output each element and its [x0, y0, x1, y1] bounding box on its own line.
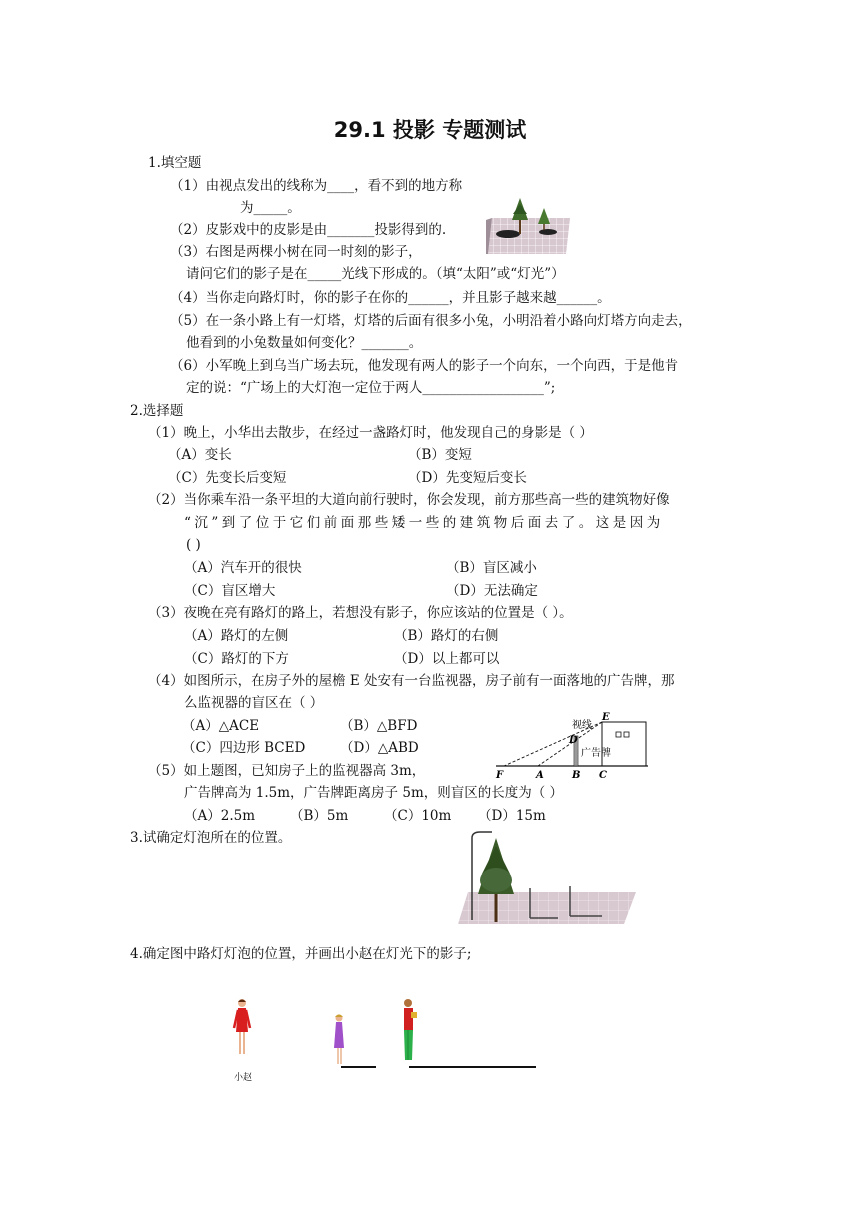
s2-q2-line3: ( ) — [186, 537, 201, 553]
s1-q3-line1: （3）右图是两棵小树在同一时刻的影子， — [170, 244, 422, 260]
s2-q5-line2: 广告牌高为 1.5m，广告牌距离房子 5m，则盲区的长度为（ ） — [184, 785, 564, 801]
monitor-blind-zone-diagram — [492, 710, 660, 782]
s2-q5-option-b: （B）5m — [290, 808, 349, 824]
s2-q1: （1）晚上，小华出去散步，在经过一盏路灯时，他发现自己的身影是（ ） — [148, 425, 593, 441]
s2-q1-option-a: （A）变长 — [168, 447, 232, 463]
s2-q4-option-a: （A）△ACE — [182, 718, 260, 734]
section-3-heading: 3.试确定灯泡所在的位置。 — [130, 830, 292, 846]
girl-purple-figure — [330, 1012, 378, 1070]
s2-q1-option-c: （C）先变长后变短 — [168, 470, 287, 486]
s2-q2-option-a: （A）汽车开的很快 — [184, 560, 302, 576]
s2-q5-option-a: （A）2.5m — [184, 808, 256, 824]
s2-q5-option-d: （D）15m — [478, 808, 546, 824]
diagram-point-e: E — [602, 712, 610, 723]
lamp-tree-poles-figure — [458, 830, 636, 925]
s2-q3: （3）夜晚在亮有路灯的路上，若想没有影子，你应该站的位置是（ ）。 — [148, 605, 573, 621]
s1-q5-line2: 他看到的小兔数量如何变化？_______。 — [186, 335, 423, 351]
s1-q1-line1: （1）由视点发出的线称为____，看不到的地方称 — [170, 178, 463, 194]
section-1-heading: 1.填空题 — [148, 155, 202, 171]
s2-q1-option-b: （B）变短 — [408, 447, 472, 463]
s1-q1-line2: 为_____。 — [240, 200, 301, 216]
s2-q2-option-b: （B）盲区减小 — [446, 560, 537, 576]
s2-q2-option-d: （D）无法确定 — [446, 583, 538, 599]
s2-q3-option-d: （D）以上都可以 — [394, 651, 500, 667]
s2-q3-option-a: （A）路灯的左侧 — [184, 628, 289, 644]
s2-q4-line1: （4）如图所示，在房子外的屋檐 E 处安有一台监视器，房子前有一面落地的广告牌，那 — [148, 673, 675, 689]
s2-q5-option-c: （C）10m — [384, 808, 452, 824]
s1-q3-line2: 请问它们的影子是在_____光线下形成的。（填“太阳”或“灯光”） — [186, 266, 565, 282]
diagram-point-f: F — [496, 770, 504, 781]
s2-q1-option-d: （D）先变短后变长 — [408, 470, 527, 486]
s1-q6-line2: 定的说：“广场上的大灯泡一定位于两人__________________”; — [186, 380, 556, 396]
s2-q2-line2: “沉”到了位于它们前面那些矮一些的建筑物后面去了。这是因为 — [184, 515, 664, 531]
section-2-heading: 2.选择题 — [130, 403, 184, 419]
s2-q4-option-b: （B）△BFD — [340, 718, 418, 734]
man-figure — [400, 996, 538, 1072]
diagram-label-billboard: 广告牌 — [581, 748, 611, 759]
diagram-point-c: C — [599, 770, 607, 781]
s1-q5-line1: （5）在一条小路上有一灯塔，灯塔的后面有很多小兔，小明沿着小路向灯塔方向走去， — [170, 313, 692, 329]
s2-q3-option-b: （B）路灯的右侧 — [394, 628, 499, 644]
s2-q2-option-c: （C）盲区增大 — [184, 583, 276, 599]
diagram-point-b: B — [572, 770, 581, 781]
s2-q4-line2: 么监视器的盲区在（ ） — [184, 695, 324, 711]
xiaozhao-label: 小赵 — [234, 1073, 253, 1083]
s2-q5-line1: （5）如上题图，已知房子上的监视器高 3m， — [148, 763, 426, 779]
s2-q4-option-c: （C）四边形 BCED — [182, 740, 306, 756]
s2-q2-line1: （2）当你乘车沿一条平坦的大道向前行驶时，你会发现，前方那些高一些的建筑物好像 — [148, 492, 670, 508]
section-4-heading: 4.确定图中路灯灯泡的位置，并画出小赵在灯光下的影子; — [130, 946, 472, 962]
page-title: 29.1 投影 专题测试 — [333, 118, 527, 142]
xiaozhao-figure — [230, 996, 254, 1058]
s2-q4-option-d: （D）△ABD — [340, 740, 419, 756]
s1-q4: （4）当你走向路灯时，你的影子在你的______，并且影子越来越______。 — [170, 290, 611, 306]
s2-q3-option-c: （C）路灯的下方 — [184, 651, 289, 667]
diagram-point-d: D — [569, 735, 578, 746]
trees-shadow-figure — [486, 196, 572, 256]
diagram-label-shixian: 视线 — [572, 720, 592, 731]
diagram-point-a: A — [536, 770, 544, 781]
s1-q6-line1: （6）小军晚上到乌当广场去玩，他发现有两人的影子一个向东，一个向西，于是他肯 — [170, 358, 679, 374]
s1-q2: （2）皮影戏中的皮影是由_______投影得到的. — [170, 222, 447, 238]
